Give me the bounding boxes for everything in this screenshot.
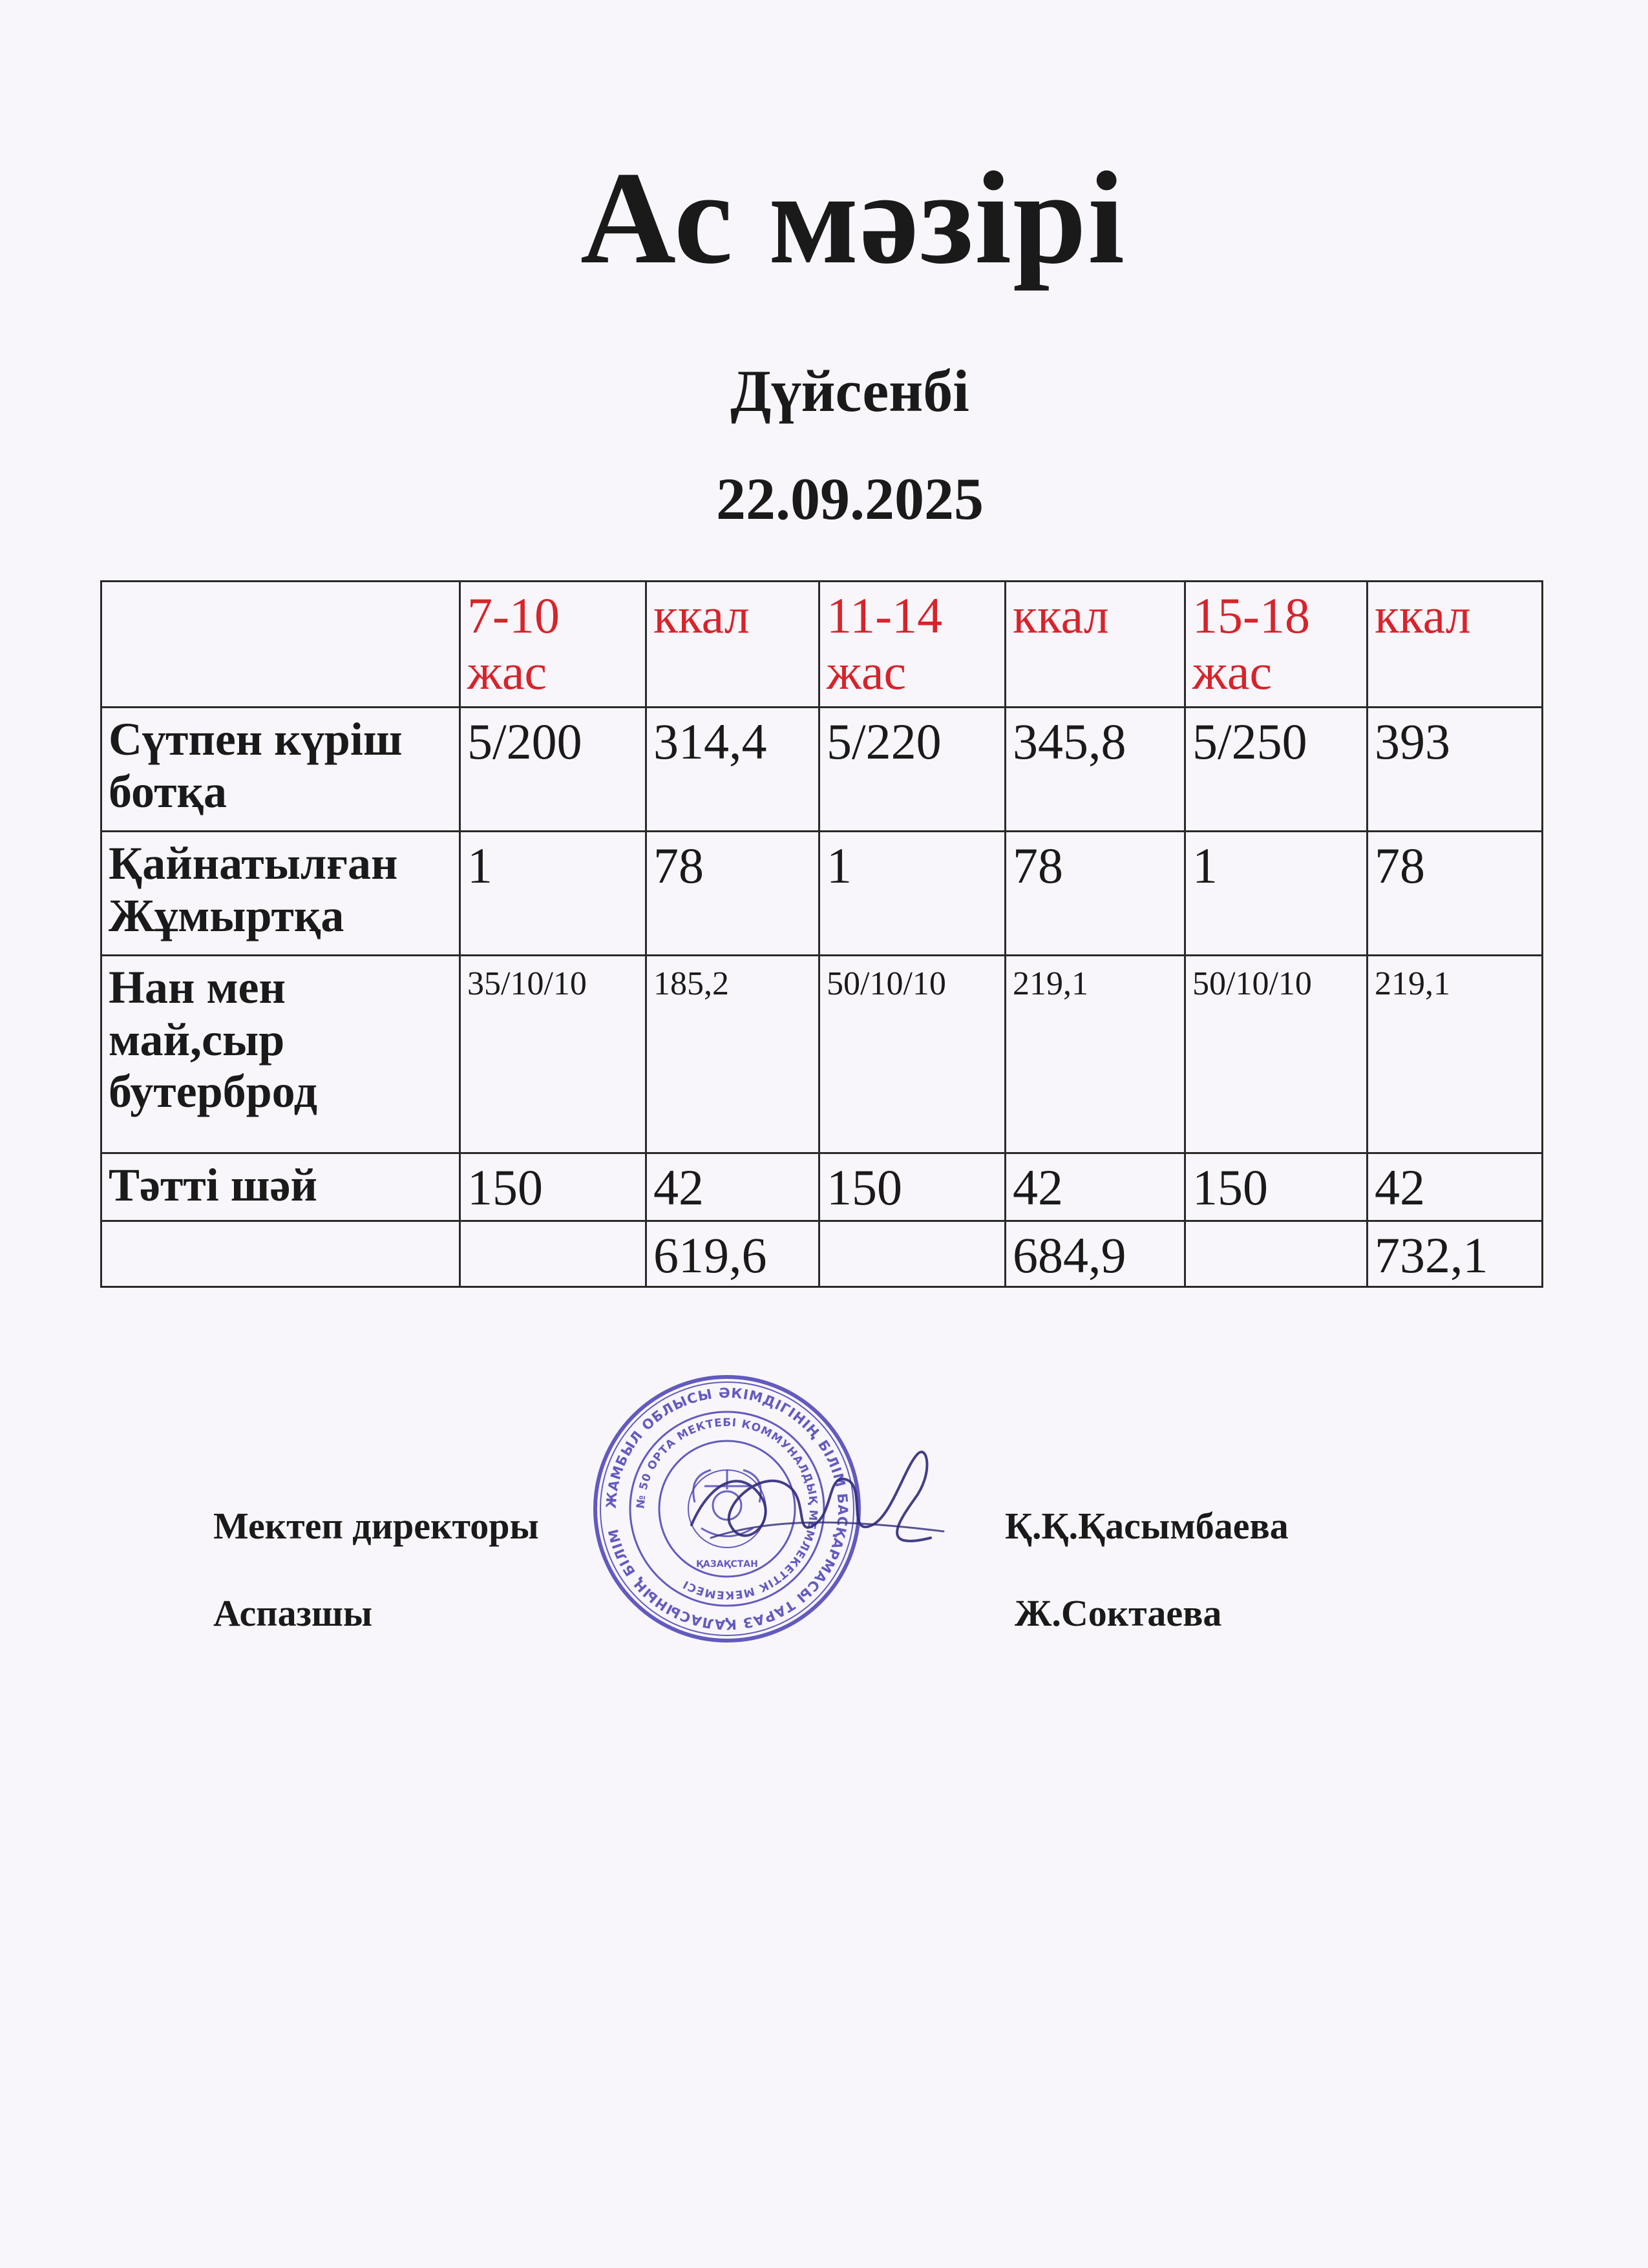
total-label-cell [101,1221,460,1287]
director-label: Мектеп директоры [213,1505,539,1547]
dish-name: Сүтпен күріш ботқа [101,708,460,832]
header-age-11-14: 11-14 жас [819,582,1006,708]
table-header-row [101,582,1543,708]
dish-name: Қайнатылған Жұмыртқа [101,832,460,956]
total-empty-cell [819,1221,1006,1287]
kcal-cell: 78 [646,832,819,956]
header-kcal: ккал [646,582,819,708]
portion-cell: 1 [1185,832,1368,956]
kcal-cell: 219,1 [1368,956,1543,1153]
kcal-cell: 78 [1006,832,1185,956]
total-empty-cell [1185,1221,1368,1287]
director-name: Қ.Қ.Қасымбаева [1005,1505,1289,1547]
menu-table [100,580,1543,1288]
cook-label: Аспазшы [213,1592,373,1634]
kcal-cell: 219,1 [1006,956,1185,1153]
kcal-cell: 345,8 [1006,708,1185,832]
portion-cell: 50/10/10 [819,956,1006,1153]
portion-cell: 5/250 [1185,708,1368,832]
menu-date: 22.09.2025 [716,466,984,532]
portion-cell: 5/200 [460,708,646,832]
table-total-row [101,1221,1543,1287]
table-row [101,956,1543,1153]
kcal-cell: 393 [1368,708,1543,832]
total-kcal-11-14: 684,9 [1006,1221,1185,1287]
portion-cell: 50/10/10 [1185,956,1368,1153]
seal-outer-text: ЖАМБЫЛ ОБЛЫСЫ ӘКІМДІГІНІҢ БІЛІМ БАСҚАРМАСЫ ТАРАЗ ҚАЛАСЫНЫҢ БІЛІМ [603,1385,851,1633]
portion-cell: 35/10/10 [460,956,646,1153]
page-title: Ас мәзірі [580,145,1126,291]
kcal-cell: 42 [646,1153,819,1221]
portion-cell: 150 [1185,1153,1368,1221]
total-kcal-7-10: 619,6 [646,1221,819,1287]
table-row [101,708,1543,832]
total-empty-cell [460,1221,646,1287]
seal-center-text: ҚАЗАҚСТАН [696,1559,758,1570]
dish-name: Нан мен май,сыр бутерброд [101,956,460,1153]
kcal-cell: 42 [1368,1153,1543,1221]
kcal-cell: 42 [1006,1153,1185,1221]
table-row [101,832,1543,956]
handwritten-signature-icon [672,1428,950,1583]
total-kcal-15-18: 732,1 [1368,1221,1543,1287]
kcal-cell: 185,2 [646,956,819,1153]
header-kcal: ккал [1006,582,1185,708]
seal-inner-text: № 50 ОРТА МЕКТЕБІ КОММУНАЛДЫҚ МЕМЛЕКЕТТІК МЕКЕМЕСІ [634,1416,820,1602]
cook-name: Ж.Соктаева [1015,1592,1222,1634]
dish-name: Тәтті шәй [101,1153,460,1221]
header-cell-empty [101,582,460,708]
kcal-cell: 78 [1368,832,1543,956]
kcal-cell: 314,4 [646,708,819,832]
portion-cell: 5/220 [819,708,1006,832]
header-age-7-10: 7-10 жас [460,582,646,708]
portion-cell: 150 [819,1153,1006,1221]
header-kcal: ккал [1368,582,1543,708]
header-age-15-18: 15-18 жас [1185,582,1368,708]
table-row [101,1153,1543,1221]
portion-cell: 1 [819,832,1006,956]
portion-cell: 150 [460,1153,646,1221]
portion-cell: 1 [460,832,646,956]
day-of-week: Дүйсенбі [730,358,969,424]
